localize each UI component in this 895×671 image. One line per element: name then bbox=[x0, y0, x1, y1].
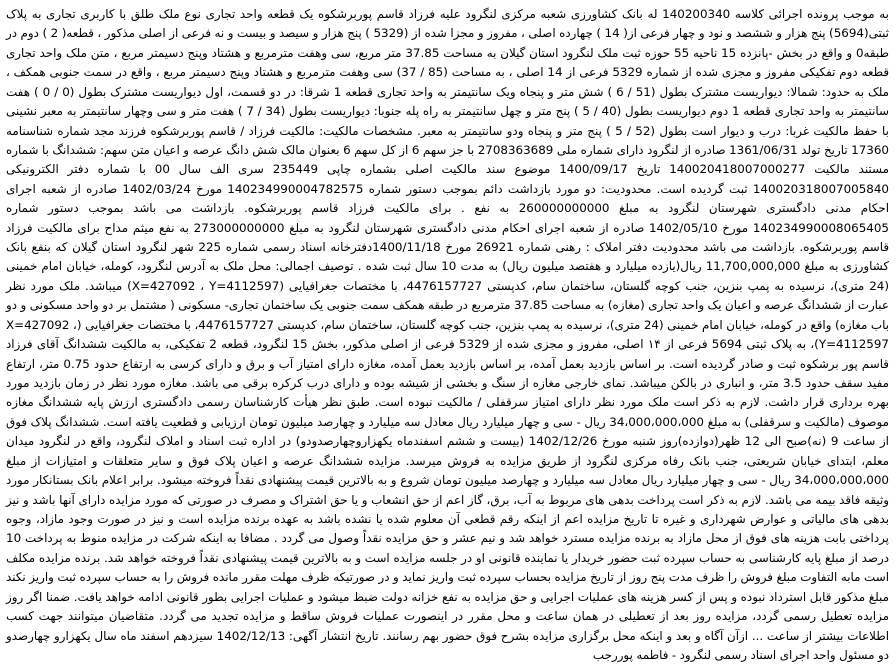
auction-notice-text: به موجب پرونده اجرائی کلاسه 140200340 له بانک کشاورزی شعبه مرکزی لنگرود علیه فرزاد قاسم پوربرشکوه یک قطعه واحد تجاری نوع ملک طلق با کاربری تجاری به پلاک ثبتی(5694) پنج هزار و ششصد و نود و چهار فرعی از( 14 ) چهارده اصلی ، مفروز و مجزا شده از (5329 ) پنج هزار و سیصد و بیست و نه فرعی از اصلی مذکور ، قطعه( 2 ) دوم در طبقه0 و واقع در بخش -پانزده 15 ناحیه 55 حوزه ثبت ملک لنگرود استان گیلان به مساحت 37.85 متر مربع، سی وهفت مترمربع و هشتاد وپنج دسیمتر مربع ، متن ملک واحد تجاری قطعه دوم تفکیکی مفروز و مجزی شده از شماره 5329 فرعی از 14 اصلی ، به مساحت (85 / 37) سی وهفت مترمربع و هشتاد وپنج دسیمتر مربع ، واقع در سمت جنوبی همکف ، ملک به حدود: شمالا: دیواریست مشترک بطول (51 / 6 ) شش متر و پنجاه ویک سانتیمتر به واحد تجاری قطعه 1 شرقا: در دو قسمت، اول دیواریست مشترک بطول (0 / 0 ) هفت سانتیمتر به واحد تجاری قطعه 1 دوم دیواریست بطول (40 / 5 ) پنج متر و چهل سانتیمتر به راه پله جنوبا: دیواریست بطول (34 / 7 ) هفت متر و سی وچهار سانتیمتر به معبر نشینی با حفظ مالکیت غربا: درب و دیوار است بطول (52 / 5 ) پنج متر و پنجاه ودو سانتیمتر به معبر. مشخصات مالکیت: مالکیت فرزاد / قاسم پوربرشکوه فرزند مجد شماره شناسنامه 17360 تاریخ تولد 1361/06/31 صادره از لنگرود دارای شماره ملی 2708363689 با جز سهم 6 از کل سهم 6 بعنوان مالک شش دانگ عرصه و اعیان متن سهم: ششدانگ با شماره مستند مالکیت 140020418007000277 تاریخ 1400/09/17 موضوع سند مالکیت اصلی بشماره چاپی 235449 سری الف سال 00 با شماره دفتر الکترونیکی 140020318007005840 ثبت گردیده است. محدودیت: دو مورد بازداشت دائم بموجب دستور شماره 140234990004782575 مورخ 1402/03/24 صادره از شعبه اجرای احکام مدنی دادگستری شهرستان لنگرود به مبلغ 260000000000 به نفع . برای مالکیت فرزاد قاسم پوربرشکوه. بازداشت می باشد بموجب دستور شماره 140234990008065405 مورخ 1402/05/10 صادره از شعبه اجرای احکام مدنی دادگستری شهرستان لنگرود به مبلغ 273000000000 به نفع میثم مداح برای مالکیت فرزاد قاسم پوربرشکوه. بازداشت می باشد محدودیت دفتر املاک : رهنی شماره 26921 مورخ 1400/11/18دفترخانه اسناد رسمی شماره 225 شهر لنگرود استان گیلان که بنفع بانک کشاورزی به مبلغ 11,700,000,000 ریال(یازده میلیارد و هفتصد میلیون ریال) به مدت 10 سال ثبت شده . توصیف اجمالی: محل ملک به آدرس لنگرود، کومله، خیابان امام خمینی (24 متری)، نرسیده به پمپ بنزین، جنب کوچه گلستان، ساختمان سام، کدپستی 4476157727، با مختصات جغرافیایی (X=427092 ، Y=4112597) میباشد. ملک مورد نظر عبارت از ششدانگ عرصه و اعیان یک واحد تجاری (مغازه) به مساحت 37.85 مترمربع در طبقه همکف سمت جنوبی یک ساختمان تجاری- مسکونی ( مشتمل بر دو واحد مسکونی و دو باب مغازه) واقع در کومله، خیابان امام خمینی (24 متری)، نرسیده به پمپ بنزین، جنب کوچه گلستان، ساختمان سام، کدپستی 4476157727، با مختصات جغرافیایی (X=427092 ، Y=4112597)، به پلاک ثبتی 5694 فرعی از ۱۴ اصلی، مفروز و مجزی شده از 5329 فرعی از اصلی مذکور، بخش 15 لنگرود، قطعه 2 تفکیکی، به مالکیت ششدانگ آقای فرزاد قاسم پور برشکوه ثبت و صادر گردیده است. بر اساس بازدید بعمل آمده، بر اساس بازدید بعمل آمده، مغازه دارای امتیاز آب و برق و دارای کرسی به ارتفاع حدود 0.75 متر، ارتفاع مفید سقف حدود 3.5 متر، و انباری در بالکن میباشد. نمای خارجی مغازه از سنگ و بخشی از شیشه بوده و دارای درب کرکره برقی می باشد. مغازه مورد نظر در زمان بازدید مورد بهره برداری قرار داشت. لازم به ذکر است ملک مورد نظر دارای امتیاز سرقفلی / مالکیت نبوده است. طبق نظر هیأت کارشناسان رسمی دادگستری ارزش پایه ششدانگ مغازه موصوف (مالکیت و سرقفلی) به مبلغ 34،000،000،000 ریال - سی و چهار میلیارد ریال معادل سه میلیارد و چهارصد میلیون تومان ارزیابی و قطعیت یافته است. ششدانگ پلاک فوق از ساعت 9 (نه)صبح الی 12 ظهر(دوازده)روز شنبه مورخ 1402/12/26 (بیست و ششم اسفندماه یکهزاروچهارصدودو) در اداره ثبت اسناد و املاک لنگرود، واقع در لنگرود میدان معلم، ابتدای خیابان شریعتی، جنب بانک رفاه مرکزی لنگرود از طریق مزایده به فروش میرسد. مزایده ششدانگ عرصه و اعیان پلاک فوق و سایر متعلقات و امتیازات از مبلغ 34،000،000،000 ریال - سی و چهار میلیارد ریال معادل سه میلیارد و چهارصد میلیون تومان شروع و به بالاترین قیمت پیشنهادی نقداً فروخته میشود. برابر اعلام بانک بستانکار مورد وثیقه فاقد بیمه می باشد. لازم به ذکر است پرداخت بدهی های مربوط به آب، برق، گاز اعم از حق انشعاب و یا حق اشتراک و مصرف در صورتی که مورد مزایده دارای آنها باشد و نیز بدهی های مالیاتی و عوارض شهرداری و غیره تا تاریخ مزایده اعم از اینکه رقم قطعی آن معلوم شده یا نشده باشد به عهده برنده مزایده است و نیز در صورت وجود مازاد، وجوه پرداختی بابت هزینه های فوق از محل مازاد به برنده مزایده مسترد خواهد شد و نیم عشر و حق مزایده نقداً وصول می گردد . مضافا به اینکه شرکت در مزایده منوط به پرداخت 10 درصد از مبلغ پایه کارشناسی به حساب سپرده ثبت حضور خریدار یا نماینده قانونی او در جلسه مزایده است و به بالاترین قیمت پیشنهادی نقداً فروخته خواهد شد. برنده مزایده مکلف است مابه التفاوت مبلغ فروش را ظرف مدت پنج روز از تاریخ مزایده بحساب سپرده ثبت واریز نماید و در صورتیکه ظرف مهلت مقرر مانده فروش را به حساب سپرده ثبت واریز نکند مبلغ مذکور قابل استرداد نبوده و پس از کسر هزینه های عملیات اجرایی و حق مزایده به نفع خزانه دولت ضبط میشود و عملیات اجرایی بطور قانونی ادامه خواهد یافت. ضمنا اگر روز مزایده تعطیل رسمی گردد، مزایده روز بعد از تعطیلی در همان ساعت و محل مقرر در اینصورت عملیات فروش ساقط و مزایده تجدید می گردد. متقاضیان میتوانند جهت کسب اطلاعات بیشتر از ساعت ... ازآن آگاه و بعد و اینکه محل برگزاری مزایده بشرح فوق حضور بهم رسانند. تاریخ انتشار آگهی: 1402/12/13 سیزدهم اسفند ماه سال یکهزارو چهارصدو دو مسئول واحد اجرای اسناد رسمی لنگرود - فاطمه پوررجب bbox=[6, 7, 890, 662]
